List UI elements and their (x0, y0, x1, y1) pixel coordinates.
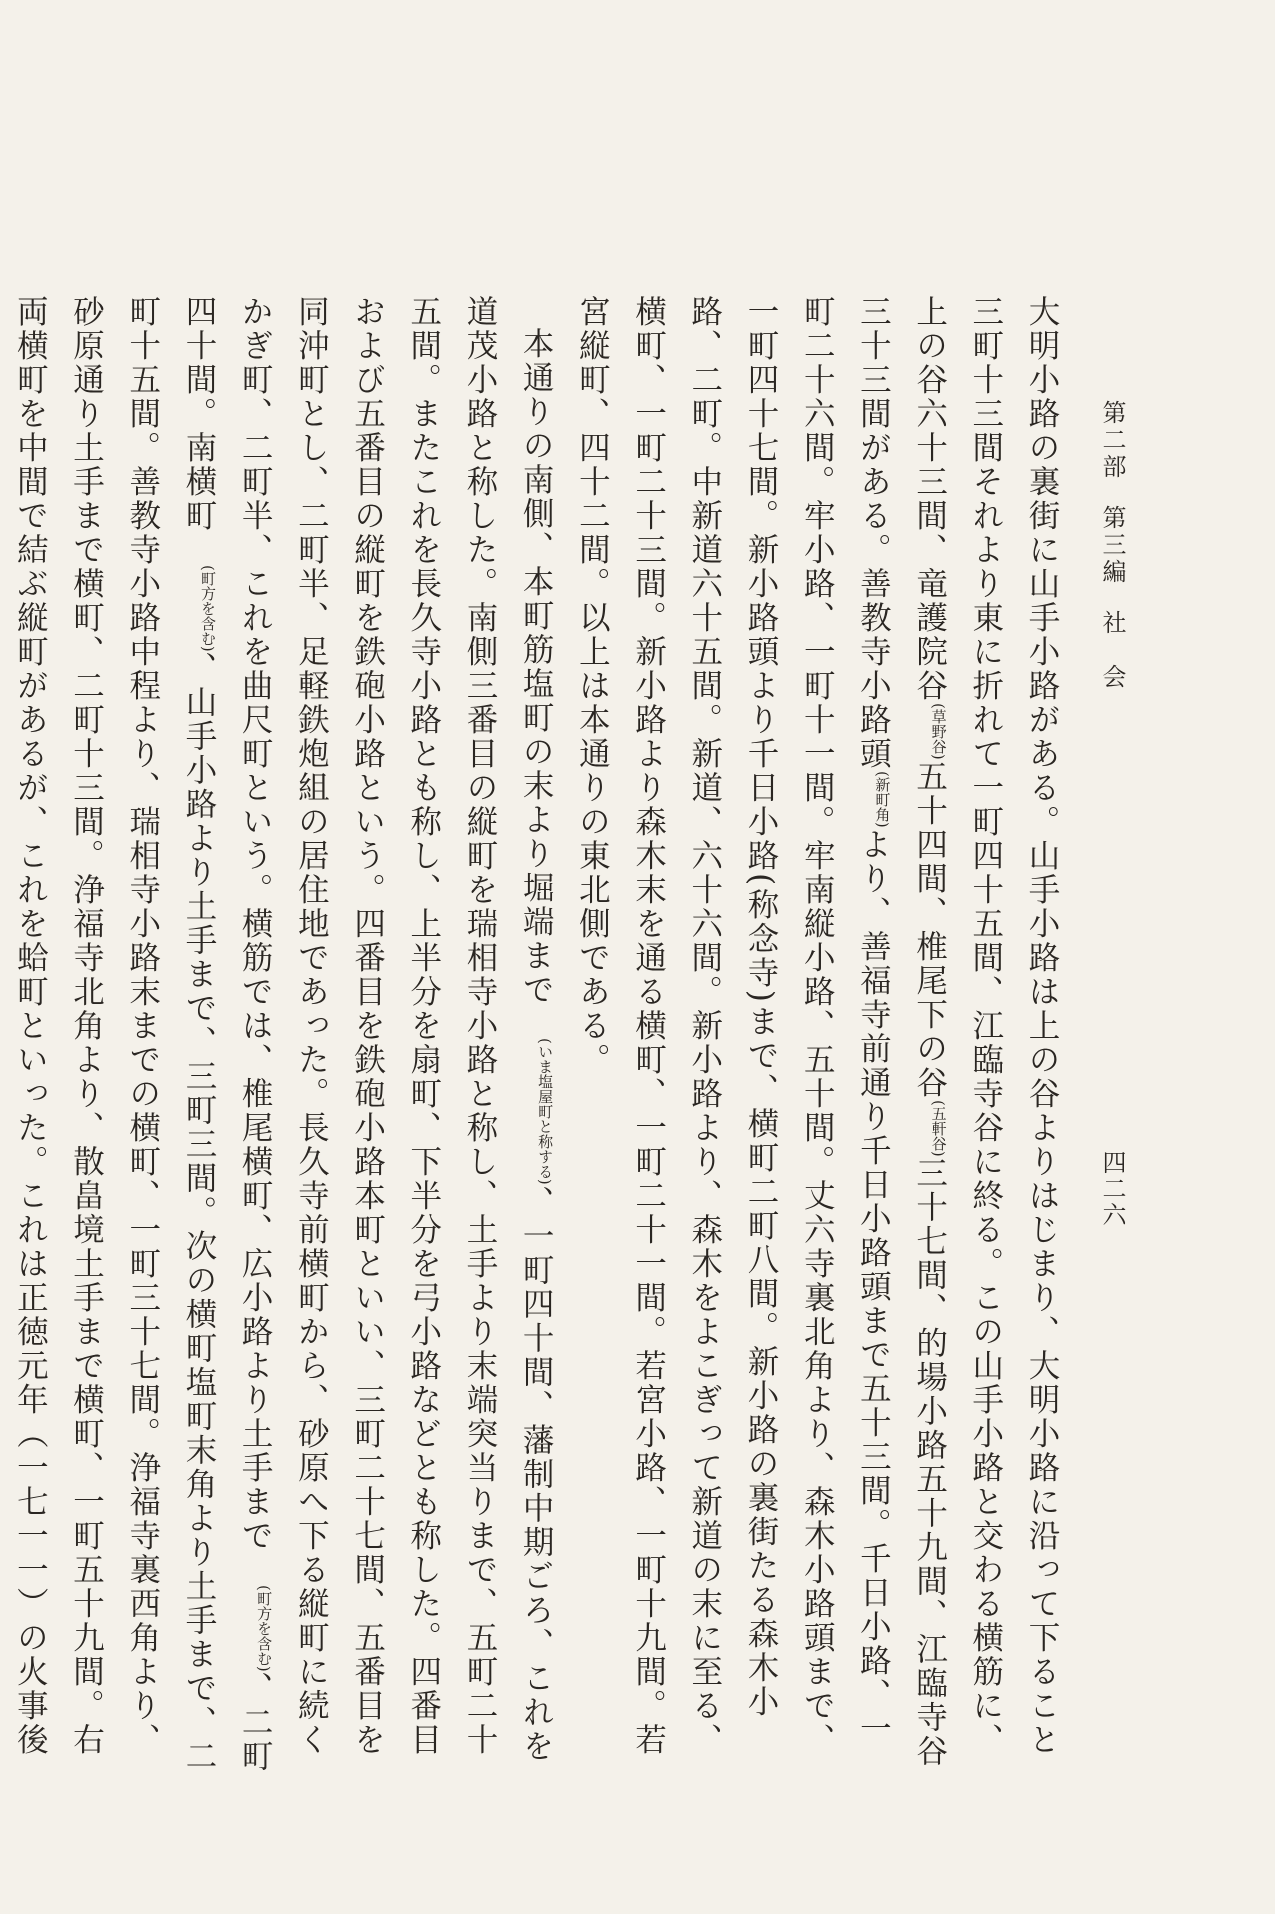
text-run: 本通りの南側、本町筋塩町の末より堀端まで (518, 326, 555, 1007)
text-run: 、山手小路より土手まで、三町三間。次の横町塩町末角より土手まで、二町十五間。善教寺小路中程より、瑞相寺小路末までの横町、一町三十七間。浄福寺裏西角より、砂原通り土手まで横町、二町十三間。浄福寺北角より、散畠境土手まで横町、一町五十九間。右両横町を中間で結ぶ縦町があるが、これを蛤町といった。これは正徳元年（一七一一）の火事後 (12, 295, 217, 1774)
inline-note: (町方を含む) (255, 1584, 274, 1672)
paragraph-2 (0, 295, 564, 1775)
inline-note: (新町角) (873, 771, 892, 828)
paragraph-1 (564, 295, 1070, 1775)
part-label: 第二部 (1098, 400, 1126, 481)
inline-note: (いま塩屋町と称する) (536, 1038, 555, 1185)
text-run: 、一町四十間、藩制中期ごろ、これを道茂小路と称した。南側三番目の縦町を瑞相寺小路と称し、土手より末端突当りまで、五町二十五間。またこれを長久寺小路とも称し、上半分を扇町、下半分を弓小路などとも称した。四番目および五番目の縦町を鉄砲小路という。四番目を鉄砲小路本町といい、三町二十七間、五番目を同沖町とし、二町半、足軽鉄炮組の居住地であった。長久寺前横町から、砂原へ下る縦町に続くかぎ町、二町半、これを曲尺町という。横筋では、椎尾横町、広小路より土手まで (237, 295, 555, 1763)
text-run: より、善福寺前通り千日小路頭まで五十三間。千日小路、一町二十六間。牢小路、一町十一間。牢南縦小路、五十間。丈六寺裏北角より、森木小路頭まで、一町四十七間。新小路頭より千日小路(称念寺)まで、横町二町八間。新小路の裏街たる森木小路、二町。中新道六十五間。新道、六十六間。新小路より、森木をよこぎって新道の末に至る、横町、一町二十三間。新小路より森木末を通る横町、一町二十一間。若宮小路、一町十九間。若宮縦町、四十二間。以上は本通りの東北側である。 (574, 295, 892, 1757)
inline-note: (町方を含む) (198, 564, 217, 652)
text-run: 大明小路の裏街に山手小路がある。山手小路は上の谷よりはじまり、大明小路に沿って下ること三町十三間それより東に折れて一町四十五間、江臨寺谷に終る。この山手小路と交わる横筋に、上の谷六十三間、竜護院谷 (911, 295, 1060, 1757)
text-run: 三十七間、的場小路五十九間、江臨寺谷三十三間がある。善教寺小路頭 (855, 295, 948, 1769)
page-number: 四二六 (1098, 1150, 1126, 1228)
volume-label: 第三編 (1098, 505, 1126, 586)
text-run: 五十四間、椎尾下の谷 (911, 759, 948, 1100)
inline-note: (草野谷) (929, 703, 948, 760)
section-label: 社 会 (1098, 610, 1126, 691)
inline-note: (五軒谷) (929, 1099, 948, 1157)
running-head (1100, 400, 1124, 691)
body-text (12, 295, 1070, 1775)
text-run: 、二町四十間。南横町 (180, 295, 274, 1774)
